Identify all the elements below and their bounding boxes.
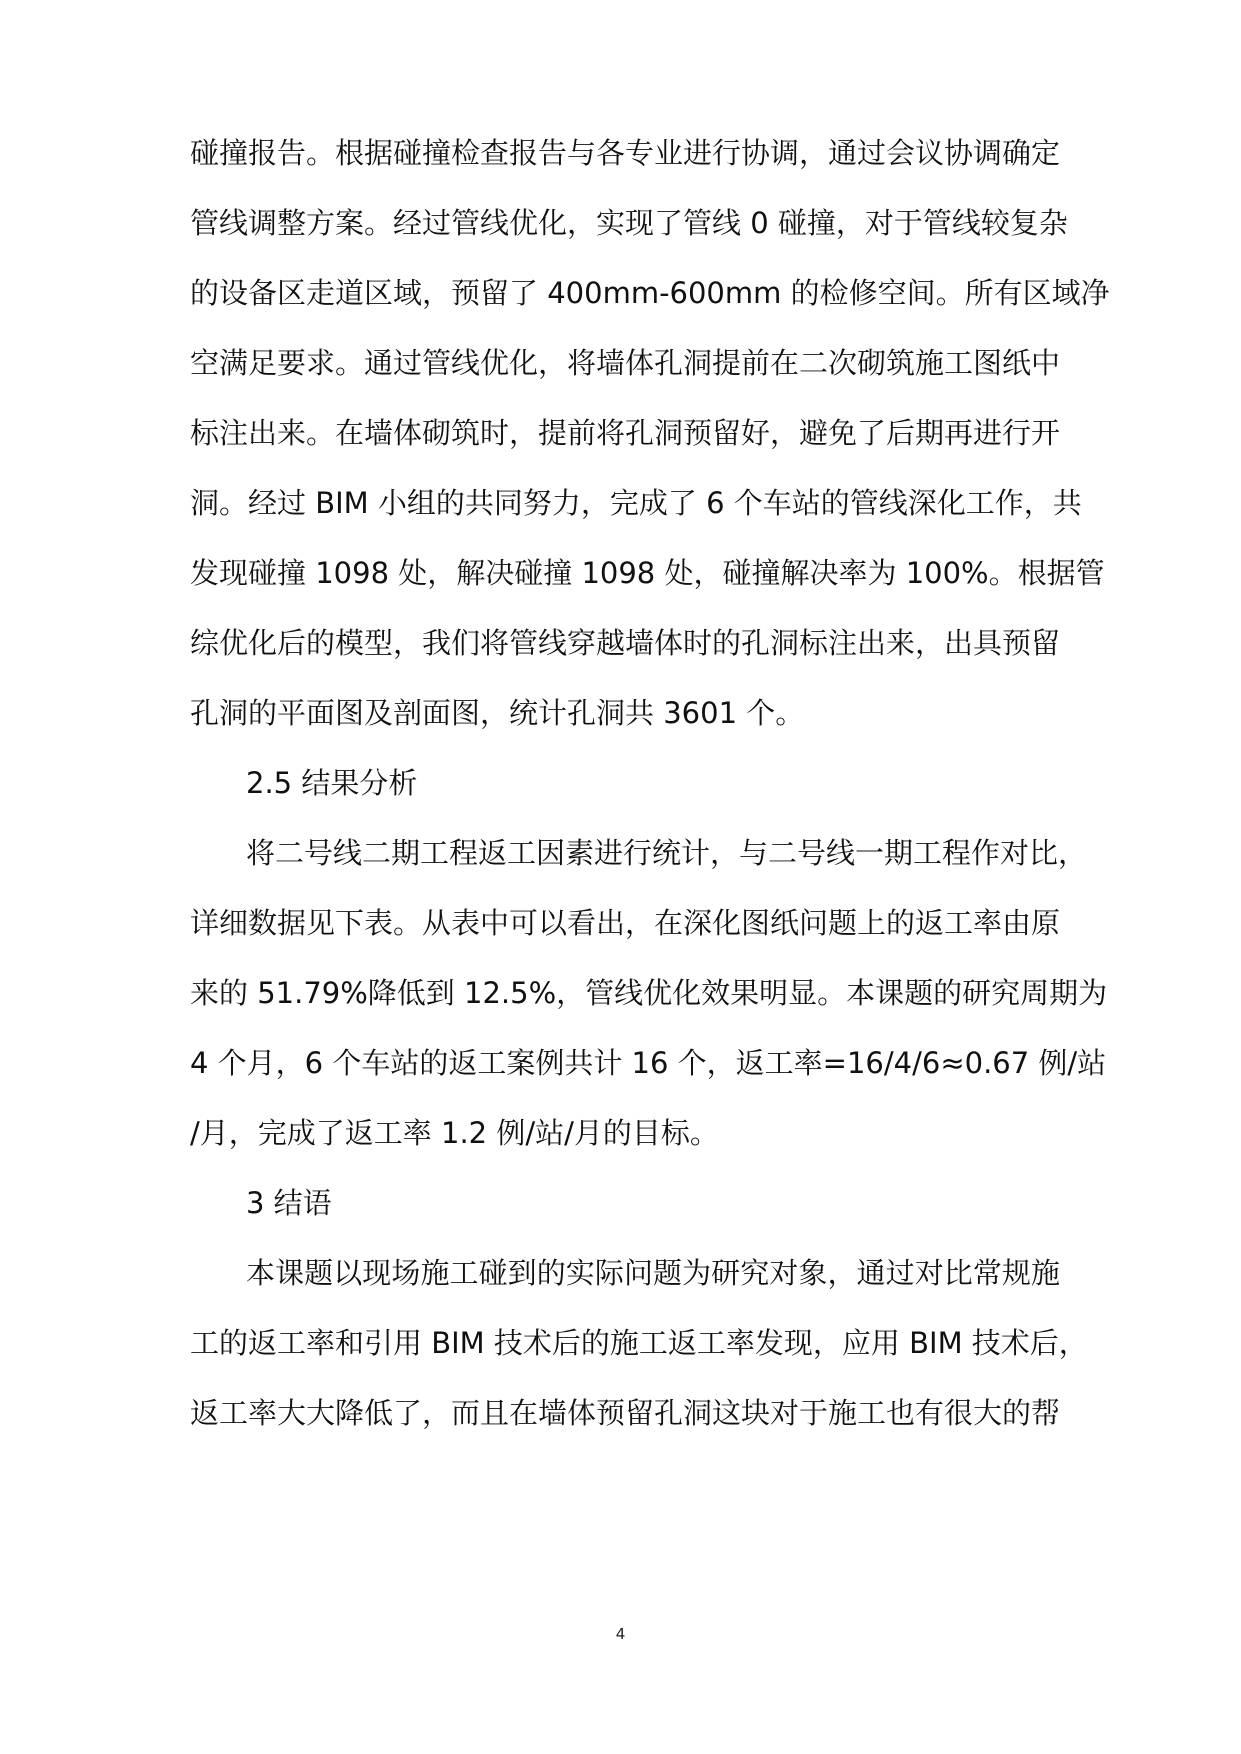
- page-number: 4: [615, 1625, 626, 1643]
- text-line: 发现碰撞 1098 处，解决碰撞 1098 处，碰撞解决率为 100%。根据管: [190, 556, 1105, 590]
- text-line: 综优化后的模型，我们将管线穿越墙体时的孔洞标注出来，出具预留: [190, 626, 1061, 660]
- text-line: 将二号线二期工程返工因素进行统计，与二号线一期工程作对比，: [246, 836, 1088, 870]
- text-line: 详细数据见下表。从表中可以看出，在深化图纸问题上的返工率由原: [190, 906, 1061, 940]
- text-line: 4 个月，6 个车站的返工案例共计 16 个，返工率=16/4/6≈0.67 例/站: [190, 1046, 1107, 1080]
- text-line: 本课题以现场施工碰到的实际问题为研究对象，通过对比常规施: [246, 1256, 1060, 1290]
- text-line: 工的返工率和引用 BIM 技术后的施工返工率发现，应用 BIM 技术后，: [190, 1326, 1088, 1360]
- section-heading: 3 结语: [246, 1186, 332, 1220]
- text-line: 空满足要求。通过管线优化，将墙体孔洞提前在二次砌筑施工图纸中: [190, 346, 1061, 380]
- section-heading: 2.5 结果分析: [246, 766, 418, 800]
- text-line: /月，完成了返工率 1.2 例/站/月的目标。: [190, 1116, 719, 1150]
- text-line: 孔洞的平面图及剖面图，统计孔洞共 3601 个。: [190, 696, 805, 730]
- text-line: 返工率大大降低了，而且在墙体预留孔洞这块对于施工也有很大的帮: [190, 1396, 1061, 1430]
- text-line: 来的 51.79%降低到 12.5%，管线优化效果明显。本课题的研究周期为: [190, 976, 1108, 1010]
- text-line: 管线调整方案。经过管线优化，实现了管线 0 碰撞，对于管线较复杂: [190, 206, 1068, 240]
- text-line: 的设备区走道区域，预留了 400mm-600mm 的检修空间。所有区域净: [190, 276, 1110, 310]
- text-line: 碰撞报告。根据碰撞检查报告与各专业进行协调，通过会议协调确定: [190, 136, 1061, 170]
- text-line: 洞。经过 BIM 小组的共同努力，完成了 6 个车站的管线深化工作，共: [190, 486, 1082, 520]
- text-line: 标注出来。在墙体砌筑时，提前将孔洞预留好，避免了后期再进行开: [190, 416, 1061, 450]
